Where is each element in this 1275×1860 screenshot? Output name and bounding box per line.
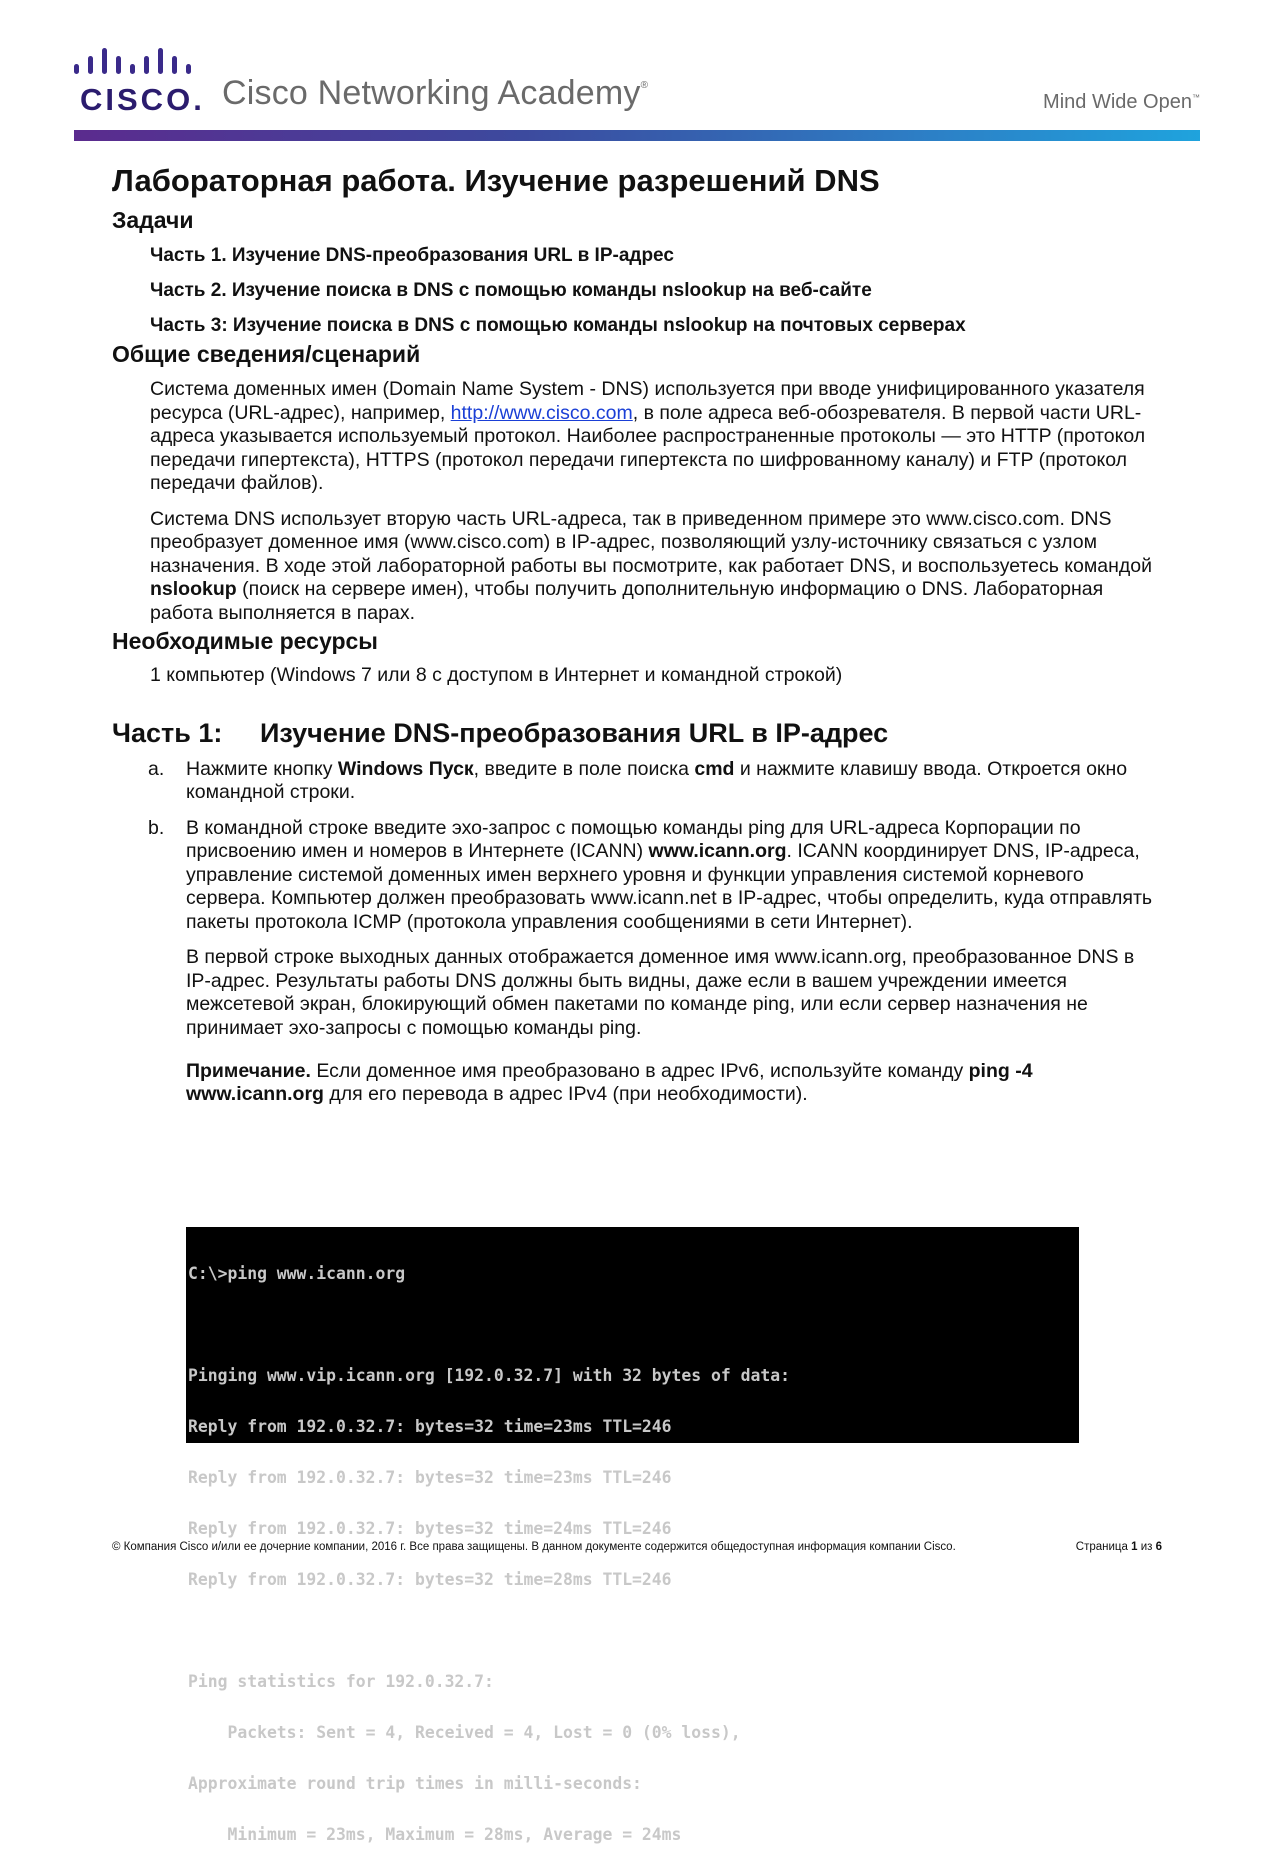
console-line: Reply from 192.0.32.7: bytes=32 time=24ms TTL=246 [188, 1519, 672, 1538]
background-paragraph-1: Система доменных имен (Domain Name System - DNS) используется при вводе унифицированного указателя ресурса (URL-адрес), например, http://www.cisco.com, в поле адреса веб-обозревателя. В первой части URL-адреса указывается используемый протокол. Наиболее распространенные протоколы — это HTTP (протокол передачи гипертекста), HTTPS (протокол передачи гипертекста по шифрованному каналу) и FTP (протокол передачи файлов). [150, 378, 1146, 494]
part1-steps [112, 758, 1162, 1107]
resources-section [112, 664, 1162, 688]
cisco-logo-bars-icon [74, 48, 194, 82]
document-body [112, 150, 1162, 1126]
document-header [74, 44, 1200, 144]
console-line [188, 1622, 1079, 1639]
tasks-list [112, 244, 1162, 338]
part1-heading: Часть 1: Изучение DNS-преобразования URL в IP-адрес [112, 717, 889, 748]
task-item: Часть 3: Изучение поиска в DNS с помощью команды nslookup на почтовых серверах [150, 315, 966, 336]
academy-name: Cisco Networking Academy® [222, 74, 649, 112]
step-a: a. Нажмите кнопку Windows Пуск, введите в поле поиска cmd и нажмите клавишу ввода. Откроется окно командной строки. [148, 757, 1128, 803]
background-heading: Общие сведения/сценарий [112, 341, 421, 367]
copyright-text: © Компания Cisco и/или ее дочерние компании, 2016 г. Все права защищены. В данном документе содержится общедоступная информация компании Cisco. [112, 1541, 956, 1553]
console-line: Pinging www.vip.icann.org [192.0.32.7] with 32 bytes of data: [188, 1366, 790, 1385]
background-paragraph-2: Система DNS использует вторую часть URL-адреса, так в приведенном примере это www.cisco.com. DNS преобразует доменное имя (www.cisco.com) в IP-адрес, позволяющий узлу-источнику связаться с узлом назначения. В ходе этой лабораторной работы вы посмотрите, как работает DNS, и воспользуетесь командой nslookup (поиск на сервере имен), чтобы получить дополнительную информацию о DNS. Лабораторная работа выполняется в парах. [150, 507, 1153, 624]
console-line: Reply from 192.0.32.7: bytes=32 time=23ms TTL=246 [188, 1468, 672, 1487]
console-line: Minimum = 23ms, Maximum = 28ms, Average = 24ms [188, 1825, 682, 1844]
console-line: Reply from 192.0.32.7: bytes=32 time=28ms TTL=246 [188, 1570, 672, 1589]
note: Примечание. Если доменное имя преобразовано в адрес IPv6, используйте команду ping -4 www.icann.org для его перевода в адрес IPv4 (при необходимости). [186, 1059, 1033, 1105]
tasks-heading: Задачи [112, 207, 194, 233]
resources-text: 1 компьютер (Windows 7 или 8 с доступом в Интернет и командной строкой) [150, 664, 843, 686]
cisco-link[interactable]: http://www.cisco.com [450, 401, 633, 424]
console-line: Reply from 192.0.32.7: bytes=32 time=23ms TTL=246 [188, 1417, 672, 1436]
task-item: Часть 1. Изучение DNS-преобразования URL в IP-адрес [150, 245, 674, 266]
console-line: Approximate round trip times in milli-seconds: [188, 1774, 642, 1793]
cisco-logo-word: CISCO. [80, 82, 205, 117]
step-b: b. В командной строке введите эхо-запрос с помощью команды ping для URL-адреса Корпорации по присвоению имен и номеров в Интернете (ICANN) www.icann.org. ICANN координирует DNS, IP-адреса, управление системой доменных имен верхнего уровня и функции управления системой корневого сервера. Компьютер должен преобразовать www.icann.net в IP-адрес, чтобы определить, куда отправлять пакеты протокола ICMP (протокола управления сообщениями в сети Интернет). [148, 816, 1153, 933]
page-title: Лабораторная работа. Изучение разрешений DNS [112, 163, 880, 198]
console-line [188, 1316, 1079, 1333]
background-section [112, 378, 1162, 625]
tagline: Mind Wide Open™ [1043, 91, 1200, 113]
console-line: C:\>ping www.icann.org [188, 1264, 406, 1283]
console-line: Ping statistics for 192.0.32.7: [188, 1672, 494, 1691]
task-item: Часть 2. Изучение поиска в DNS с помощью команды nslookup на веб-сайте [150, 280, 872, 301]
step-b-output-explanation: В первой строке выходных данных отображается доменное имя www.icann.org, преобразованное DNS в IP-адрес. Результаты работы DNS должны быть видны, даже если в вашем учреждении имеется межсетевой экран, блокирующий обмен пакетами по команде ping, или если сервер назначения не принимает эхо-запросы с помощью команды ping. [186, 946, 1135, 1039]
resources-heading: Необходимые ресурсы [112, 628, 378, 654]
page-number: Страница 1 из 6 [1075, 1541, 1162, 1553]
console-line: Packets: Sent = 4, Received = 4, Lost = 0 (0% loss), [188, 1723, 741, 1742]
header-gradient-bar [74, 130, 1200, 141]
